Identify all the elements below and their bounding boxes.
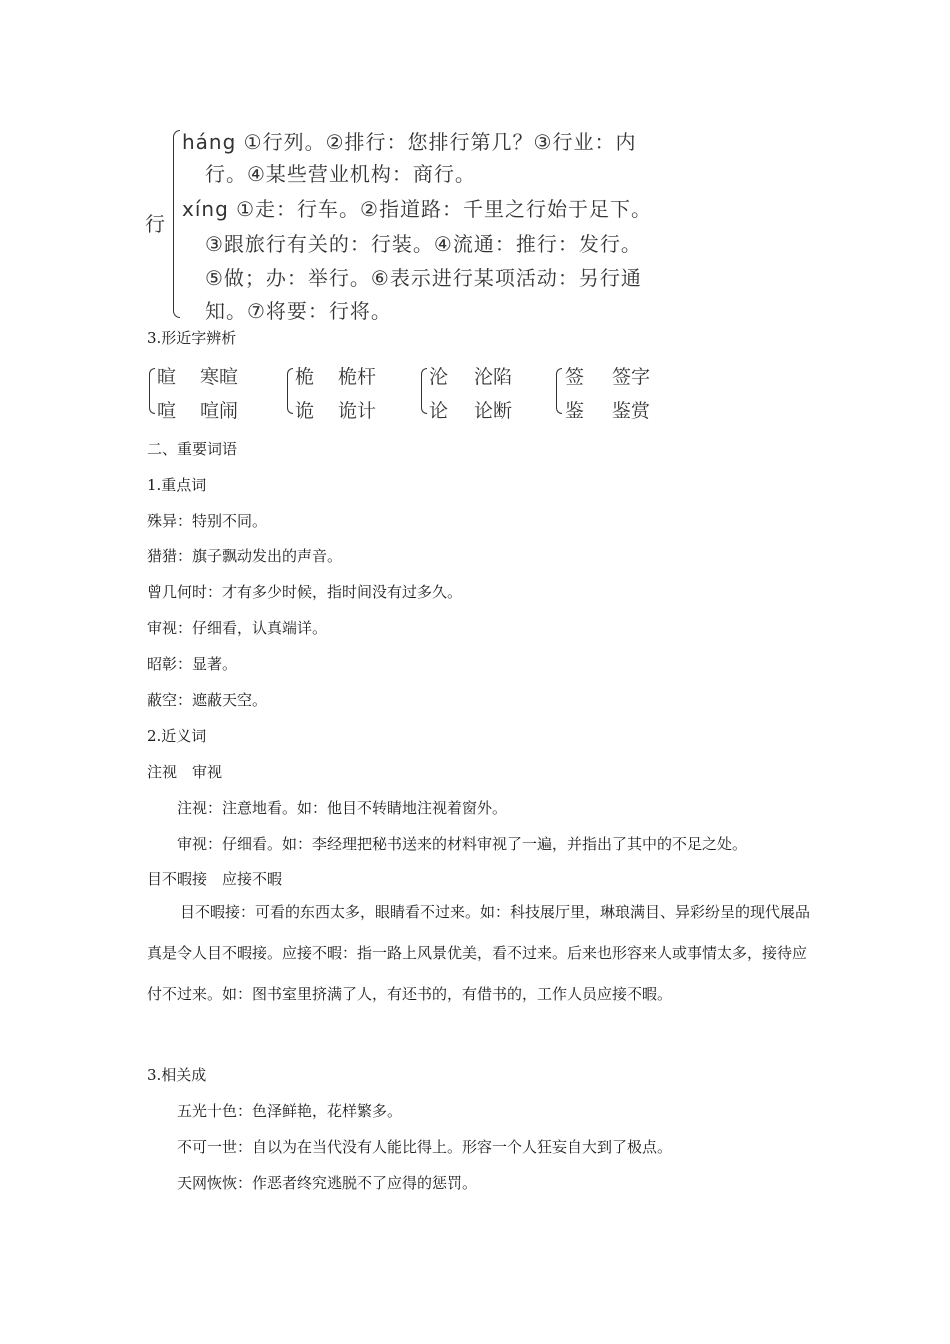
synonym-paragraph: 目不暇接：可看的东西太多，眼睛看不过来。如：科技展厅里，琳琅满目、异彩纷呈的现代展品真是令人目不暇接。应接不暇：指一路上风景优美，看不过来。后来也形容来人或事情太多，接待应付不过来。如：图书室里挤满了人，有还书的，有借书的，工作人员应接不暇。 <box>147 903 811 1003</box>
term-item: 殊异：特别不同。 <box>147 512 268 530</box>
term-item: 昭彰：显著。 <box>147 655 238 673</box>
word-b: 鉴赏 <box>612 400 651 422</box>
word-b: 喧闹 <box>200 400 239 422</box>
char-b: 喧 <box>157 400 177 422</box>
term-item: 蔽空：遮蔽天空。 <box>147 691 268 709</box>
char-a: 桅 <box>295 366 315 388</box>
entry-line-6: 知。⑦将要：行将。 <box>205 299 392 323</box>
char-a: 暄 <box>157 366 177 388</box>
section-title-synonyms: 2.近义词 <box>147 727 207 745</box>
char-a: 沦 <box>429 366 449 388</box>
char-b: 诡 <box>295 400 315 422</box>
word-b: 诡计 <box>338 400 377 422</box>
entry-brace <box>173 130 180 318</box>
word-a: 沦陷 <box>474 366 513 388</box>
group-brace <box>149 368 155 414</box>
section-title-similar-chars: 3.形近字辨析 <box>147 329 237 347</box>
term-item: 猎猎：旗子飘动发出的声音。 <box>147 547 343 565</box>
synonym-pair-heading: 注视 审视 <box>147 763 223 781</box>
group-brace <box>287 368 293 414</box>
entry-character: 行 <box>145 212 166 236</box>
word-a: 寒暄 <box>200 366 239 388</box>
part-title-important-words: 二、重要词语 <box>147 440 238 458</box>
char-b: 鉴 <box>565 400 585 422</box>
section-title-related-idioms: 3.相关成 <box>147 1066 207 1084</box>
idiom-item: 天网恢恢：作恶者终究逃脱不了应得的惩罚。 <box>177 1174 478 1192</box>
entry-line-3: xíng ①走：行车。②指道路：千里之行始于足下。 <box>182 197 652 221</box>
group-brace <box>421 368 427 414</box>
word-b: 论断 <box>474 400 513 422</box>
entry-line-5: ⑤做；办：举行。⑥表示进行某项活动：另行通 <box>205 266 642 290</box>
term-item: 审视：仔细看，认真端详。 <box>147 619 328 637</box>
synonym-pair-heading: 目不暇接 应接不暇 <box>147 870 283 888</box>
section-title-key-words: 1.重点词 <box>147 476 207 494</box>
term-item: 曾几何时：才有多少时候，指时间没有过多久。 <box>147 583 463 601</box>
char-a: 签 <box>565 366 585 388</box>
synonym-definition: 注视：注意地看。如：他目不转睛地注视着窗外。 <box>177 799 508 817</box>
entry-line-4: ③跟旅行有关的：行装。④流通：推行：发行。 <box>205 232 642 256</box>
idiom-item: 不可一世：自以为在当代没有人能比得上。形容一个人狂妄自大到了极点。 <box>177 1138 673 1156</box>
synonym-definition: 审视：仔细看。如：李经理把秘书送来的材料审视了一遍，并指出了其中的不足之处。 <box>177 835 748 853</box>
word-a: 桅杆 <box>338 366 377 388</box>
group-brace <box>556 368 562 414</box>
word-a: 签字 <box>612 366 651 388</box>
idiom-item: 五光十色：色泽鲜艳，花样繁多。 <box>177 1102 403 1120</box>
entry-line-2: 行。④某些营业机构：商行。 <box>205 162 476 186</box>
entry-line-1: háng ①行列。②排行：您排行第几？③行业：内 <box>182 130 637 154</box>
char-b: 论 <box>429 400 449 422</box>
